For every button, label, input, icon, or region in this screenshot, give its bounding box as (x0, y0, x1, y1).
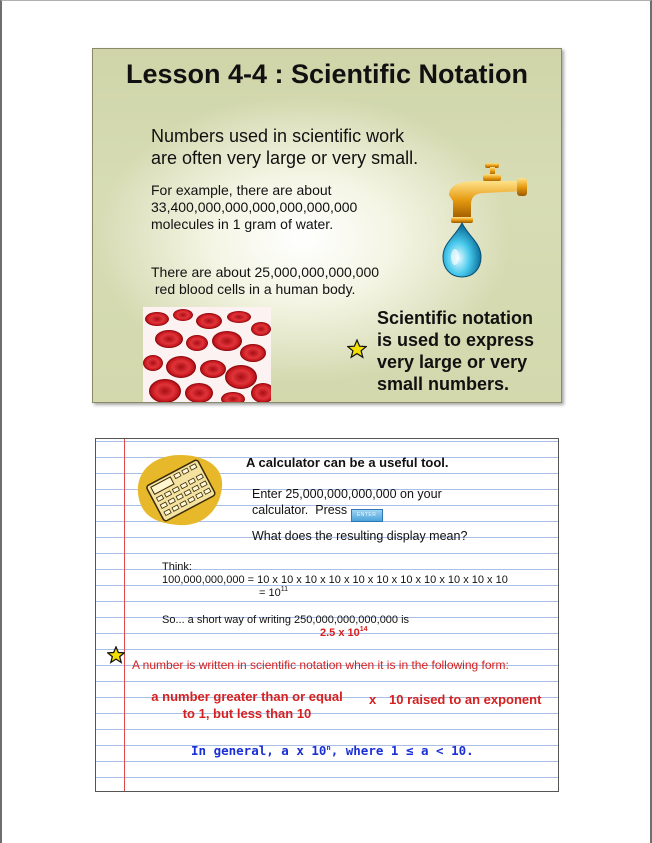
think-result-exponent: 11 (280, 586, 288, 593)
general-form-text (191, 743, 474, 759)
enter-instruction-line-2 (252, 502, 383, 522)
star-icon (107, 646, 125, 664)
blood-line-2: red blood cells in a human body. (151, 281, 356, 297)
note-line-1: Scientific notation (377, 308, 534, 328)
intro-text (151, 125, 461, 169)
short-way-exponent: 14 (359, 626, 368, 633)
slide-2 (95, 438, 559, 792)
think-label: Think: (162, 561, 192, 573)
example-line-3: molecules in 1 gram of water. (151, 216, 334, 232)
intro-line-2: are often very large or very small. (151, 148, 419, 168)
water-example (151, 182, 411, 233)
short-way-base: 2.5 x 10 (320, 627, 360, 639)
blood-line-1: There are about 25,000,000,000,000 (151, 264, 380, 280)
form-left-line-2: to 1, but less than 10 (182, 706, 312, 721)
example-line-2: 33,400,000,000,000,000,000,000 (151, 199, 358, 215)
think-result-base: = 10 (259, 587, 281, 599)
definition-text: A number is written in scientific notation when it is in the following form: (132, 658, 509, 672)
general-suffix: , where 1 ≤ a < 10. (330, 743, 474, 758)
form-left-line-1: a number greater than or equal (151, 689, 343, 704)
notebook-margin-line (124, 439, 125, 791)
faucet-icon (437, 161, 533, 281)
form-coefficient-description (142, 688, 352, 722)
form-power-description: 10 raised to an exponent (389, 692, 542, 707)
general-exponent: n (326, 744, 331, 752)
short-way-text: So... a short way of writing 250,000,000,000,000 is (162, 614, 410, 626)
slide-1 (92, 48, 562, 403)
slide-title: Lesson 4-4 : Scientific Notation (125, 59, 529, 89)
calculator-icon (134, 449, 226, 529)
display-question: What does the resulting display mean? (252, 529, 468, 543)
red-blood-cells-image (143, 307, 271, 403)
short-way-result (320, 627, 368, 639)
example-line-1: For example, there are about (151, 182, 332, 198)
think-equation: 100,000,000,000 = 10 x 10 x 10 x 10 x 10 x 10 x 10 x 10 x 10 x 10 x 10 (162, 574, 508, 586)
think-result (259, 587, 288, 599)
blood-cell-example (151, 264, 421, 298)
form-times-sign: x (369, 692, 377, 707)
note-line-3: very large or very (377, 352, 528, 372)
intro-line-1: Numbers used in scientific work (151, 126, 405, 146)
scientific-notation-note (377, 307, 557, 395)
enter-key-icon: ENTER (351, 509, 383, 522)
star-icon (347, 339, 367, 359)
enter-instruction-line-1: Enter 25,000,000,000,000 on your (252, 487, 442, 501)
note-line-4: small numbers. (377, 374, 510, 394)
enter-instruction-prefix: calculator. Press (252, 503, 351, 517)
calculator-heading: A calculator can be a useful tool. (246, 455, 449, 470)
note-line-2: is used to express (377, 330, 535, 350)
general-prefix: In general, a x 10 (191, 743, 327, 758)
